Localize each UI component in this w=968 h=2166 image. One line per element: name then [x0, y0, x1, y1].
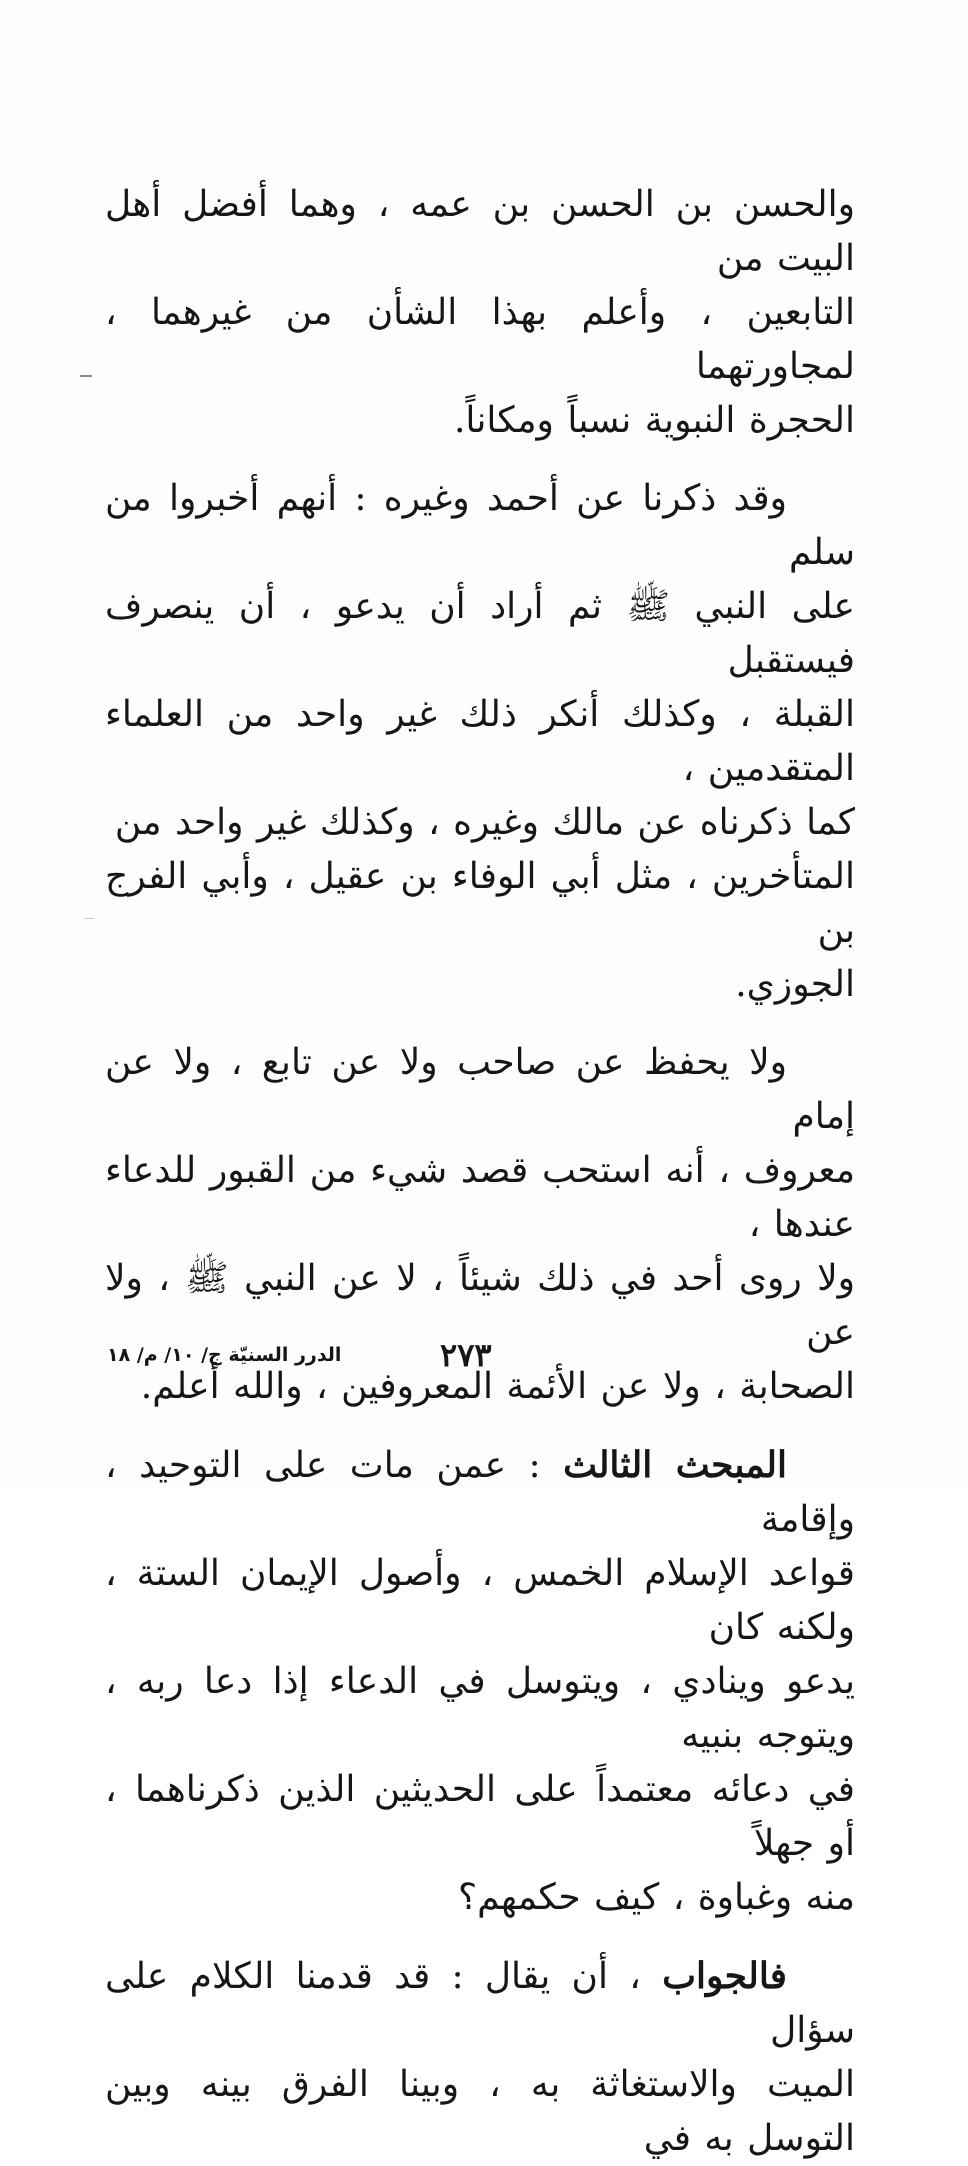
line: قواعد الإسلام الخمس ، وأصول الإيمان الستة ، ولكنه كان	[105, 1553, 855, 1648]
paragraph-4	[105, 1438, 855, 1925]
line: والحسن بن الحسن بن عمه ، وهما أفضل أهل البيت من	[105, 184, 855, 279]
line: ولا روى أحد في ذلك شيئاً ، لا عن النبي ﷺ ، ولا عن	[105, 1258, 855, 1353]
line: الحجرة النبوية نسباً ومكاناً.	[453, 400, 855, 441]
paragraph-2	[105, 472, 855, 1012]
line: : عمن مات على التوحيد ، وإقامة	[105, 1445, 855, 1540]
section-heading: المبحث الثالث	[563, 1444, 787, 1486]
line: معروف ، أنه استحب قصد شيء من القبور للدعاء عندها ،	[105, 1150, 855, 1245]
source-reference: الدرر السنيّة ج/ ١٠/ م/ ١٨	[107, 1344, 342, 1366]
line: منه وغباوة ، كيف حكمهم؟	[457, 1877, 855, 1918]
line: كما ذكرناه عن مالك وغيره ، وكذلك غير واحد من	[114, 802, 855, 843]
page-footer	[0, 1338, 968, 1378]
line: القبلة ، وكذلك أنكر ذلك غير واحد من العلماء المتقدمين ،	[105, 694, 855, 789]
line: الجوزي.	[735, 964, 855, 1005]
text-column	[105, 178, 855, 2166]
answer-heading: فالجواب	[662, 1955, 787, 1997]
line: ، أن يقال : قد قدمنا الكلام على سؤال	[105, 1956, 855, 2051]
line: في دعائه معتمداً على الحديثين الذين ذكرناهما ، أو جهلاً	[105, 1769, 855, 1864]
margin-mark	[80, 375, 92, 377]
line: يدعو وينادي ، ويتوسل في الدعاء إذا دعا ربه ، ويتوجه بنبيه	[105, 1661, 855, 1756]
page-number: ٢٧٣	[440, 1336, 492, 1374]
line: وقد ذكرنا عن أحمد وغيره : أنهم أخبروا من سلم	[105, 478, 855, 573]
paragraph-5	[105, 1949, 855, 2166]
line: المتأخرين ، مثل أبي الوفاء بن عقيل ، وأبي الفرج بن	[105, 856, 855, 951]
line: الميت والاستغاثة به ، وبينا الفرق بينه وبين التوسل به في	[105, 2064, 855, 2159]
line: الصحابة ، ولا عن الأئمة المعروفين ، والله أعلم.	[140, 1366, 855, 1407]
paragraph-1	[105, 178, 855, 448]
line: ولا يحفظ عن صاحب ولا عن تابع ، ولا عن إمام	[105, 1042, 855, 1137]
line: على النبي ﷺ ثم أراد أن يدعو ، أن ينصرف فيستقبل	[105, 586, 855, 681]
margin-speck	[84, 918, 94, 919]
line: التابعين ، وأعلم بهذا الشأن من غيرهما ، لمجاورتهما	[105, 292, 855, 387]
